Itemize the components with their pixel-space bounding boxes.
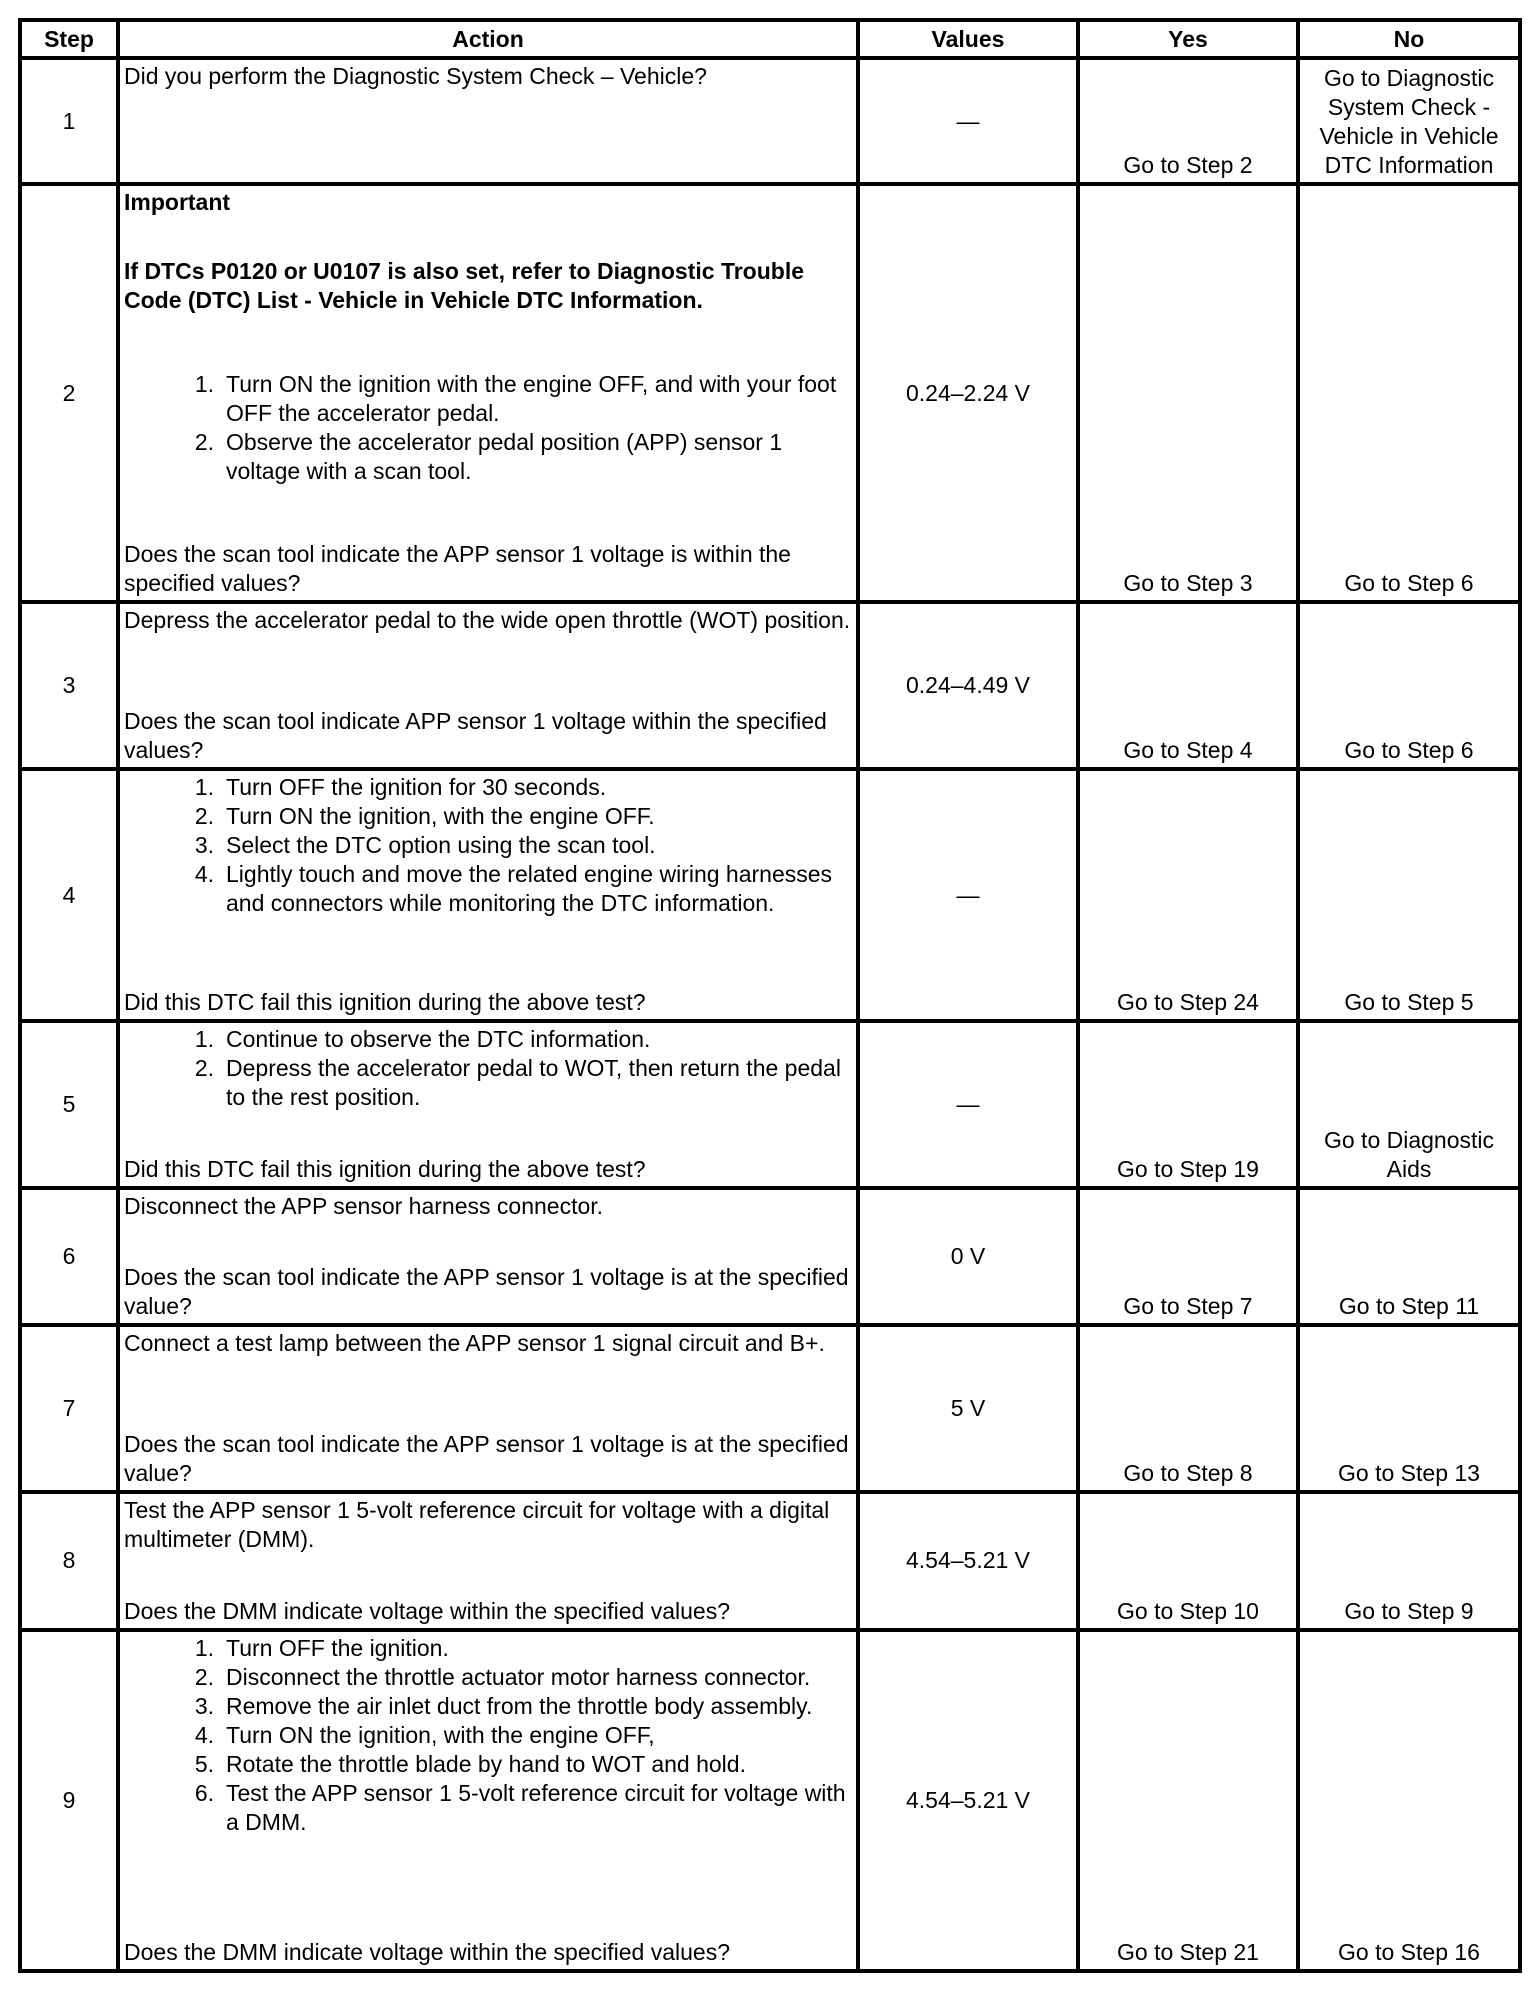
list-item: 1. Turn OFF the ignition. <box>194 1635 449 1662</box>
action-question: Does the scan tool indicate APP sensor 1 voltage within the specified values? <box>124 707 827 763</box>
list-item: 2. Disconnect the throttle actuator motor harness connector. <box>194 1664 811 1691</box>
yes-link[interactable]: Go to Step 4 <box>1078 602 1298 768</box>
action-question: Did this DTC fail this ignition during the above test? <box>124 1155 646 1182</box>
no-link[interactable]: Go to Diagnostic System Check - Vehicle in Vehicle DTC Information <box>1298 58 1520 184</box>
table-row <box>20 602 1520 768</box>
diagnostic-table <box>18 18 1522 1973</box>
list-item: 4. Turn ON the ignition, with the engine OFF, <box>194 1722 655 1749</box>
yes-link[interactable]: Go to Step 24 <box>1078 769 1298 1022</box>
no-link[interactable]: Go to Diagnostic Aids <box>1298 1021 1520 1187</box>
list-item: 2. Depress the accelerator pedal to WOT, then return the pedal to the rest position. <box>194 1055 841 1111</box>
value-cell: 0.24–2.24 V <box>858 184 1078 602</box>
list-item: 1. Turn OFF the ignition for 30 seconds. <box>194 773 607 800</box>
no-link[interactable]: Go to Step 5 <box>1298 769 1520 1022</box>
header-row <box>20 20 1520 58</box>
step-number: 8 <box>20 1492 118 1630</box>
list-item: 3. Remove the air inlet duct from the throttle body assembly. <box>194 1693 813 1720</box>
yes-link[interactable]: Go to Step 3 <box>1078 184 1298 602</box>
table-row <box>20 1492 1520 1630</box>
value-cell: — <box>858 58 1078 184</box>
table-row <box>20 1021 1520 1187</box>
step-number: 9 <box>20 1630 118 1971</box>
important-title: Important <box>124 189 231 216</box>
no-link[interactable]: Go to Step 11 <box>1298 1188 1520 1325</box>
action-cell <box>118 769 858 1022</box>
value-cell: 4.54–5.21 V <box>858 1630 1078 1971</box>
table-row <box>20 1188 1520 1325</box>
step-list <box>124 370 852 486</box>
step-number: 4 <box>20 769 118 1022</box>
list-item: 1. Continue to observe the DTC information. <box>194 1026 651 1053</box>
value-cell: — <box>858 1021 1078 1187</box>
action-intro: Disconnect the APP sensor harness connector. <box>124 1192 604 1219</box>
header-yes: Yes <box>1078 20 1298 58</box>
no-link[interactable]: Go to Step 13 <box>1298 1325 1520 1491</box>
step-number: 7 <box>20 1325 118 1491</box>
action-cell <box>118 58 858 184</box>
yes-link[interactable]: Go to Step 10 <box>1078 1492 1298 1630</box>
action-question: Does the scan tool indicate the APP sensor 1 voltage is within the specified values? <box>124 541 791 597</box>
table-header <box>20 20 1520 58</box>
action-question: Does the DMM indicate voltage within the specified values? <box>124 1939 730 1965</box>
important-note: If DTCs P0120 or U0107 is also set, refer to Diagnostic Trouble Code (DTC) List - Vehicle in Vehicle DTC Information. <box>124 258 805 314</box>
step-number: 3 <box>20 602 118 768</box>
step-list <box>124 773 852 918</box>
no-link[interactable]: Go to Step 9 <box>1298 1492 1520 1630</box>
step-list <box>124 1634 852 1837</box>
step-list <box>124 1025 852 1112</box>
action-cell <box>118 1325 858 1491</box>
table-body <box>20 58 1520 1971</box>
list-item: 2. Turn ON the ignition, with the engine OFF. <box>194 802 655 829</box>
no-link[interactable]: Go to Step 6 <box>1298 602 1520 768</box>
action-intro: Depress the accelerator pedal to the wide open throttle (WOT) position. <box>124 607 851 634</box>
action-intro: Did you perform the Diagnostic System Check – Vehicle? <box>124 63 707 89</box>
table-row <box>20 1325 1520 1491</box>
value-cell: 5 V <box>858 1325 1078 1491</box>
step-number: 5 <box>20 1021 118 1187</box>
yes-link[interactable]: Go to Step 19 <box>1078 1021 1298 1187</box>
list-item: 3. Select the DTC option using the scan tool. <box>194 831 656 858</box>
value-cell: — <box>858 769 1078 1022</box>
header-step: Step <box>20 20 118 58</box>
action-question: Does the scan tool indicate the APP sensor 1 voltage is at the specified value? <box>124 1430 849 1486</box>
step-number: 1 <box>20 58 118 184</box>
list-item: 1. Turn ON the ignition with the engine OFF, and with your foot OFF the accelerator pedal. <box>194 370 837 426</box>
list-item: 4. Lightly touch and move the related engine wiring harnesses and connectors while monitoring the DTC information. <box>194 860 833 916</box>
table-row <box>20 184 1520 602</box>
action-cell <box>118 1630 858 1971</box>
value-cell: 0 V <box>858 1188 1078 1325</box>
header-action: Action <box>118 20 858 58</box>
list-item: 2. Observe the accelerator pedal position (APP) sensor 1 voltage with a scan tool. <box>194 428 783 484</box>
table-row <box>20 769 1520 1022</box>
no-link[interactable]: Go to Step 6 <box>1298 184 1520 602</box>
yes-link[interactable]: Go to Step 21 <box>1078 1630 1298 1971</box>
action-question: Does the scan tool indicate the APP sensor 1 voltage is at the specified value? <box>124 1264 849 1320</box>
list-item: 6. Test the APP sensor 1 5-volt reference circuit for voltage with a DMM. <box>194 1780 846 1836</box>
yes-link[interactable]: Go to Step 8 <box>1078 1325 1298 1491</box>
action-intro: Test the APP sensor 1 5-volt reference circuit for voltage with a digital multimeter (DMM). <box>124 1496 830 1552</box>
step-number: 2 <box>20 184 118 602</box>
header-no: No <box>1298 20 1520 58</box>
step-number: 6 <box>20 1188 118 1325</box>
action-question: Did this DTC fail this ignition during the above test? <box>124 989 646 1016</box>
action-cell <box>118 1188 858 1325</box>
table-row <box>20 1630 1520 1971</box>
action-intro: Connect a test lamp between the APP sensor 1 signal circuit and B+. <box>124 1330 825 1357</box>
action-cell <box>118 184 858 602</box>
value-cell: 0.24–4.49 V <box>858 602 1078 768</box>
value-cell: 4.54–5.21 V <box>858 1492 1078 1630</box>
yes-link[interactable]: Go to Step 2 <box>1078 58 1298 184</box>
action-question: Does the DMM indicate voltage within the specified values? <box>124 1598 730 1625</box>
table-row <box>20 58 1520 184</box>
yes-link[interactable]: Go to Step 7 <box>1078 1188 1298 1325</box>
action-cell <box>118 1492 858 1630</box>
header-values: Values <box>858 20 1078 58</box>
action-cell <box>118 1021 858 1187</box>
no-link[interactable]: Go to Step 16 <box>1298 1630 1520 1971</box>
action-cell <box>118 602 858 768</box>
list-item: 5. Rotate the throttle blade by hand to WOT and hold. <box>194 1751 746 1778</box>
